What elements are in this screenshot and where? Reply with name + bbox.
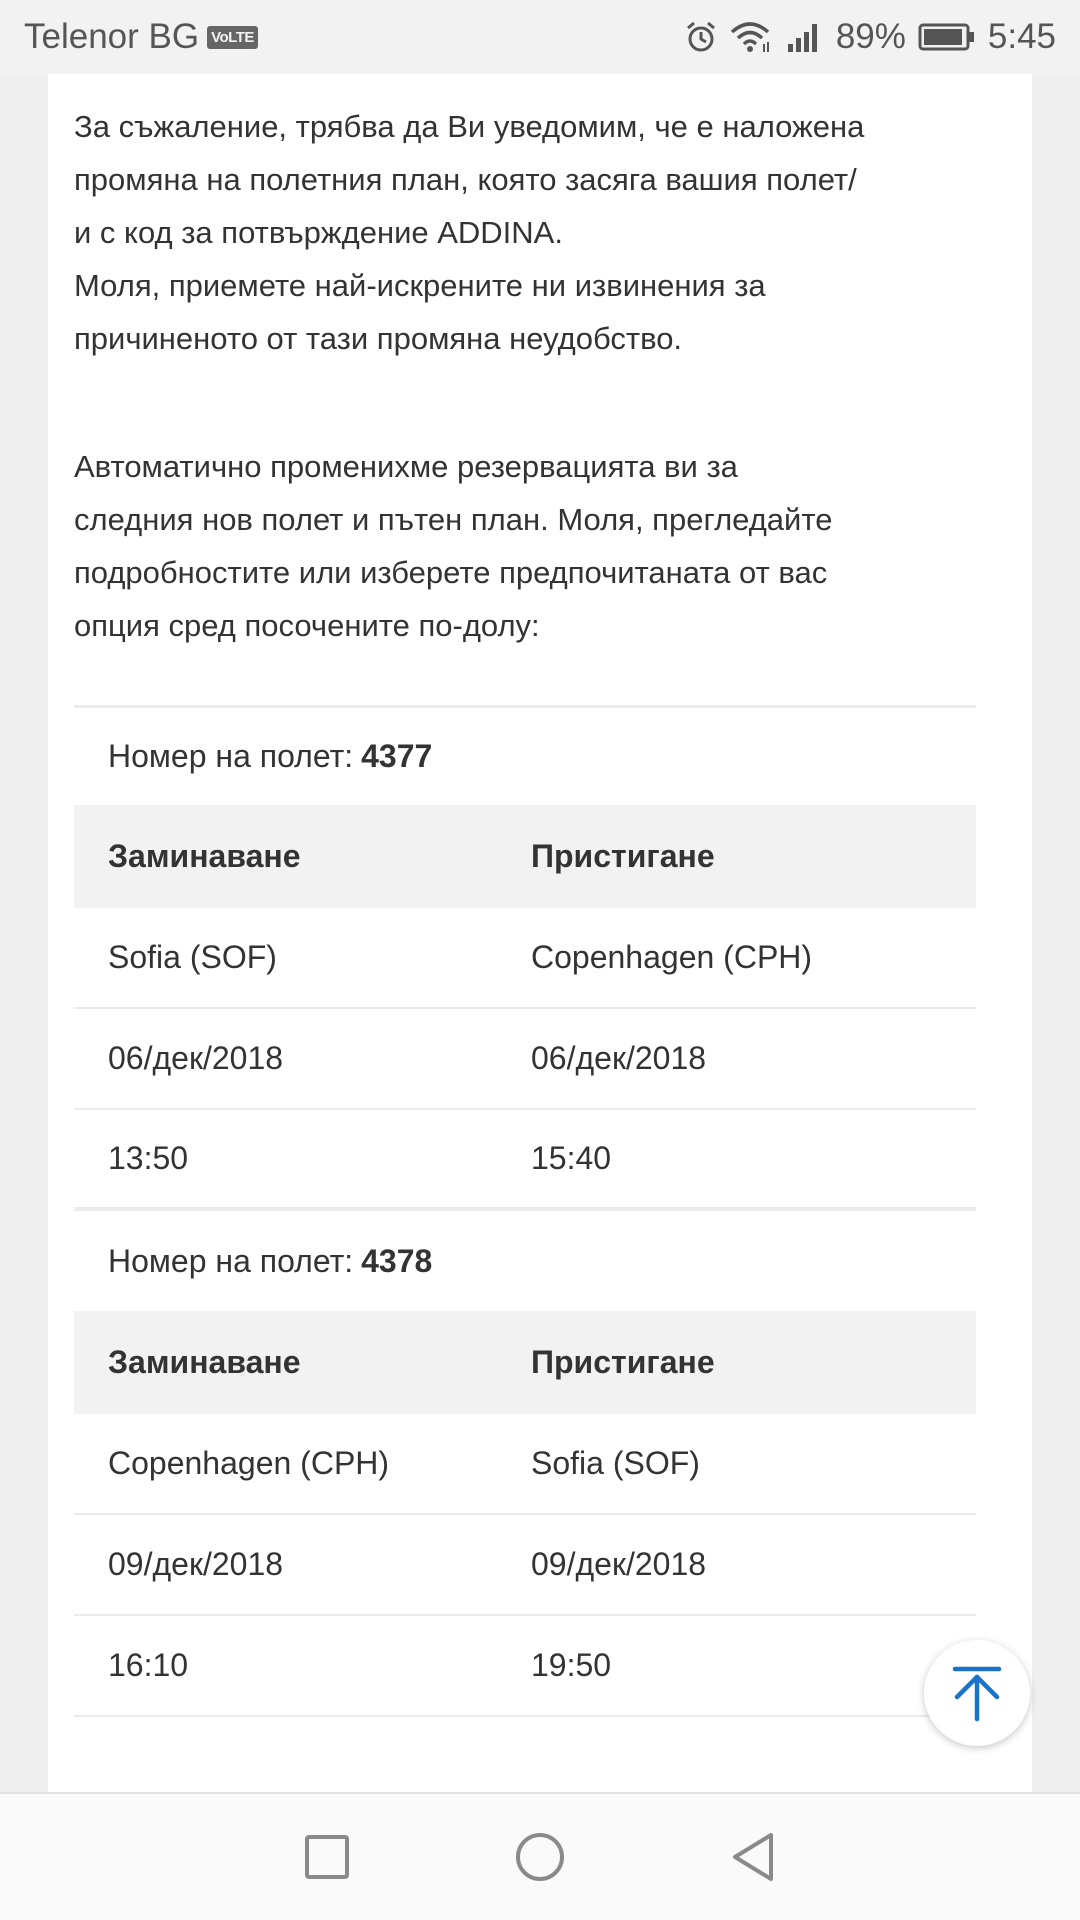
departure-header: Заминаване — [108, 1344, 301, 1380]
departure-time: 13:50 — [108, 1140, 189, 1176]
departure-date: 09/дек/2018 — [108, 1546, 284, 1582]
arrow-up-to-top-icon — [947, 1663, 1007, 1723]
table-row — [74, 1009, 976, 1110]
carrier-name: Telenor BG — [24, 17, 200, 56]
arrival-time: 15:40 — [531, 1140, 612, 1176]
text-line: Моля, приемете най-искрените ни извинения за — [74, 268, 766, 303]
flight-number-label: Номер на полет: — [108, 738, 354, 774]
flight-number-row — [74, 1211, 976, 1311]
table-header — [74, 805, 976, 908]
arrival-header: Пристигане — [531, 838, 715, 874]
arrival-header: Пристигане — [531, 1344, 715, 1380]
flight-number: 4377 — [361, 738, 433, 774]
carrier-info — [24, 17, 258, 57]
text-line: Автоматично променихме резервацията ви за — [74, 449, 738, 484]
table-row — [74, 1616, 976, 1717]
text-line: опция сред посочените по-долу: — [74, 608, 540, 643]
email-content — [48, 74, 1032, 1792]
departure-airport: Copenhagen (CPH) — [108, 1445, 390, 1481]
arrival-date: 06/дек/2018 — [531, 1040, 707, 1076]
table-header — [74, 1311, 976, 1414]
recents-button[interactable] — [297, 1827, 357, 1887]
volte-badge: VoLTE — [207, 26, 258, 49]
home-circle-icon — [514, 1831, 566, 1883]
alarm-icon — [684, 20, 718, 54]
cut-off-text-line — [74, 74, 1014, 76]
clock: 5:45 — [987, 17, 1056, 56]
back-triangle-icon — [729, 1831, 777, 1883]
flight-table — [74, 1211, 976, 1717]
wifi-icon — [730, 20, 774, 54]
battery-percent: 89% — [835, 17, 906, 56]
notice-paragraph — [74, 100, 1004, 365]
arrival-date: 09/дек/2018 — [531, 1546, 707, 1582]
status-icons — [684, 17, 1056, 57]
departure-header: Заминаване — [108, 838, 301, 874]
text-line: подробностите или изберете предпочитаната от вас — [74, 555, 828, 590]
battery-icon — [918, 22, 976, 52]
text-line: За съжаление, трябва да Ви уведомим, че е наложена — [74, 109, 865, 144]
flight-table — [74, 705, 976, 1211]
table-row — [74, 1414, 976, 1515]
table-row — [74, 908, 976, 1009]
rebooking-paragraph — [74, 440, 1004, 652]
text-line: и с код за потвърждение ADDINA. — [74, 215, 563, 250]
arrival-time: 19:50 — [531, 1647, 612, 1683]
scroll-to-top-button[interactable] — [924, 1640, 1030, 1746]
navigation-bar — [0, 1792, 1080, 1920]
arrival-airport: Sofia (SOF) — [531, 1445, 700, 1481]
recents-square-icon — [303, 1833, 351, 1881]
status-bar — [0, 0, 1080, 74]
table-row — [74, 1515, 976, 1616]
departure-airport: Sofia (SOF) — [108, 939, 277, 975]
signal-icon — [786, 20, 824, 54]
arrival-airport: Copenhagen (CPH) — [531, 939, 813, 975]
back-button[interactable] — [723, 1827, 783, 1887]
flight-number-label: Номер на полет: — [108, 1242, 354, 1279]
departure-time: 16:10 — [108, 1647, 189, 1683]
table-row — [74, 1110, 976, 1211]
text-line: следния нов полет и пътен план. Моля, прегледайте — [74, 502, 833, 537]
departure-date: 06/дек/2018 — [108, 1040, 284, 1076]
flight-number: 4378 — [361, 1242, 433, 1279]
text-line: промяна на полетния план, която засяга вашия полет/ — [74, 162, 857, 197]
text-line: причиненото от тази промяна неудобство. — [74, 321, 683, 356]
flight-number-row — [74, 705, 976, 805]
home-button[interactable] — [510, 1827, 570, 1887]
